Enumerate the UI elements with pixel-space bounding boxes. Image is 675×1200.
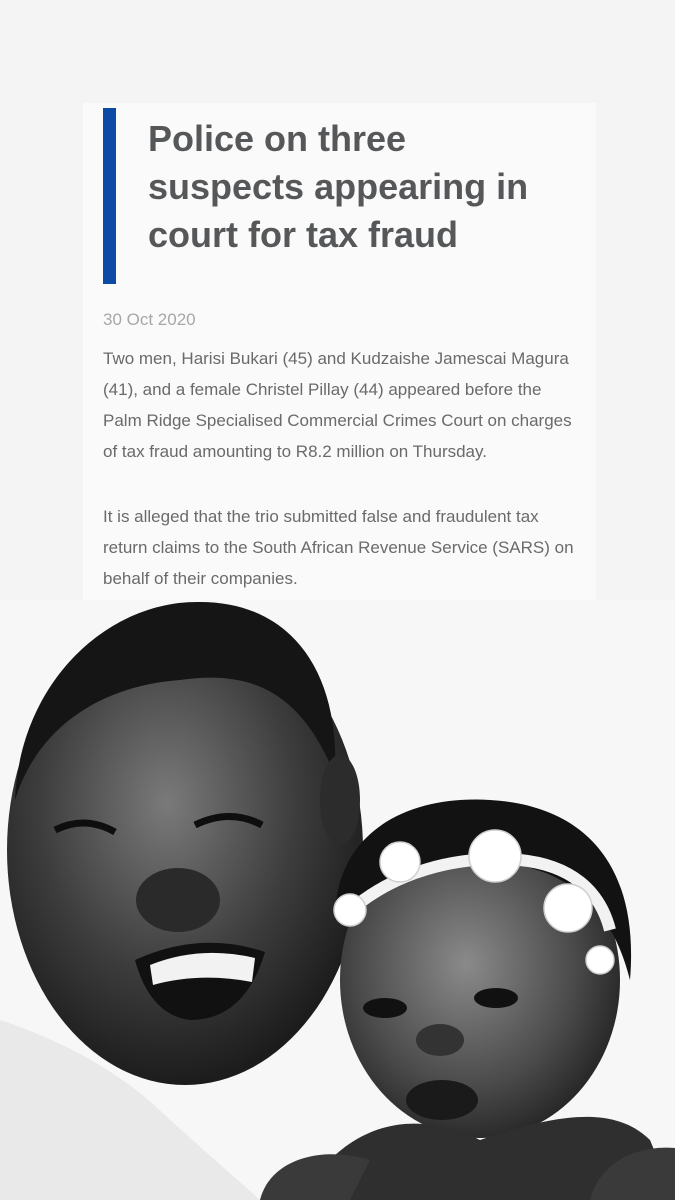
baby-mouth-shape bbox=[406, 1080, 478, 1120]
paragraph-line: Palm Ridge Specialised Commercial Crimes Court on charges bbox=[103, 411, 572, 430]
headline-line: suspects appearing in bbox=[148, 166, 529, 207]
baby-nose-shape bbox=[416, 1024, 464, 1056]
article-paragraph-1 bbox=[103, 343, 596, 467]
man-nose-shape bbox=[136, 868, 220, 932]
father-and-baby-photo bbox=[0, 600, 675, 1200]
paragraph-line: behalf of their companies. bbox=[103, 569, 298, 588]
article-date: 30 Oct 2020 bbox=[103, 310, 196, 329]
headline-line: court for tax fraud bbox=[148, 214, 459, 255]
baby-eye-right bbox=[474, 988, 518, 1008]
paragraph-line: It is alleged that the trio submitted false and fraudulent tax bbox=[103, 507, 539, 526]
photo-illustration bbox=[0, 600, 675, 1200]
paragraph-line: of tax fraud amounting to R8.2 million on Thursday. bbox=[103, 442, 487, 461]
article-paragraph-2 bbox=[103, 501, 596, 594]
baby-eye-left bbox=[363, 998, 407, 1018]
headline-accent-bar bbox=[103, 108, 116, 284]
paragraph-line: (41), and a female Christel Pillay (44) appeared before the bbox=[103, 380, 542, 399]
paragraph-line: Two men, Harisi Bukari (45) and Kudzaishe Jamescai Magura bbox=[103, 349, 569, 368]
news-article-card bbox=[83, 103, 596, 600]
paragraph-line: return claims to the South African Revenue Service (SARS) on bbox=[103, 538, 574, 557]
headline-line: Police on three bbox=[148, 118, 407, 159]
article-headline bbox=[148, 115, 588, 259]
man-ear-shape bbox=[320, 755, 360, 845]
